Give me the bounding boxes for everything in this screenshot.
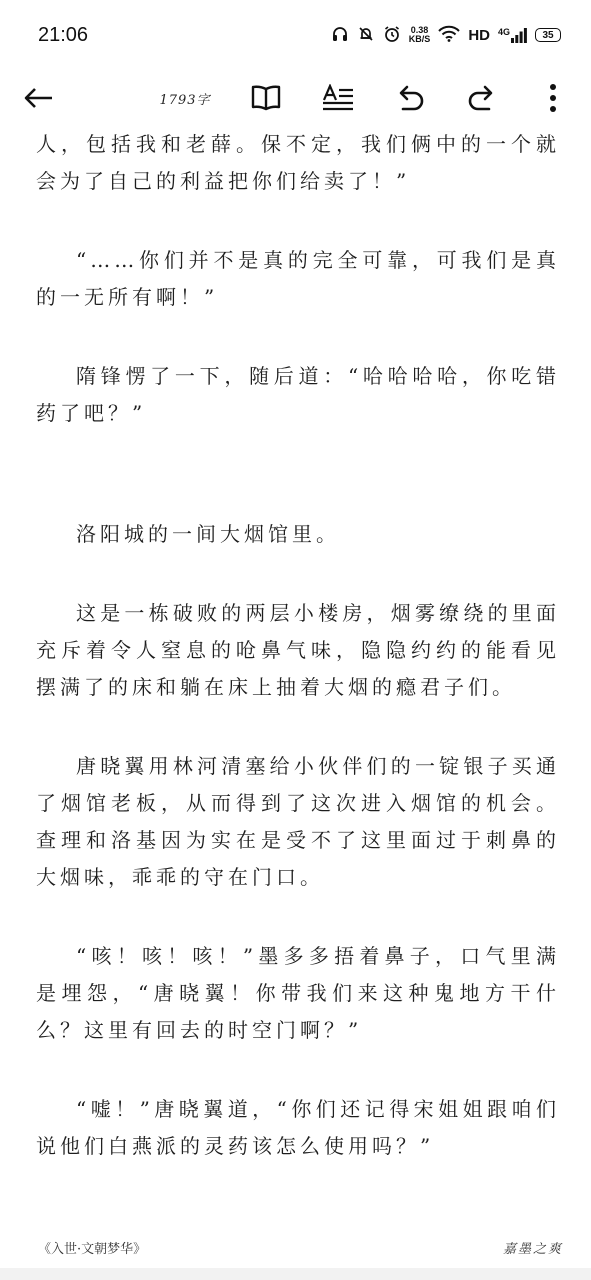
- book-title: 《入世·文朝梦华》: [38, 1241, 147, 1257]
- signal-type: 4G: [497, 27, 510, 37]
- redo-button[interactable]: [462, 70, 502, 126]
- reader-toolbar: [0, 70, 591, 126]
- text-format-button[interactable]: [318, 70, 358, 126]
- paragraph: 隋锋愣了一下，随后道：“哈哈哈哈，你吃错药了吧？”: [36, 364, 560, 425]
- paragraph: 洛阳城的一间大烟馆里。: [76, 522, 340, 546]
- battery-icon: [535, 28, 561, 42]
- status-bar: [0, 0, 591, 70]
- hd-indicator: HD: [468, 26, 490, 44]
- bottom-bar: [0, 1268, 591, 1280]
- undo-button[interactable]: [390, 70, 430, 126]
- page-footer: [0, 1232, 591, 1262]
- author-name: 嘉墨之爽: [502, 1241, 563, 1257]
- back-button[interactable]: [18, 70, 58, 126]
- battery-level: 35: [542, 29, 554, 41]
- word-count: 1793字: [159, 92, 211, 108]
- more-vertical-icon: [549, 83, 557, 113]
- open-book-icon: [250, 84, 282, 112]
- reading-content: [36, 126, 560, 1207]
- back-arrow-icon: [22, 86, 54, 110]
- network-speed-unit: KB/S: [408, 34, 431, 44]
- more-options-button[interactable]: [538, 70, 568, 126]
- status-time: 21:06: [38, 23, 89, 46]
- word-count-label: [150, 70, 220, 126]
- wifi-icon: [438, 25, 460, 45]
- text-format-icon: [321, 84, 355, 112]
- signal-icon: [498, 27, 527, 43]
- network-speed-value: 0.38: [410, 25, 429, 35]
- paragraph: 唐晓翼用林河清塞给小伙伴们的一锭银子买通了烟馆老板，从而得到了这次进入烟馆的机会。查理和洛基因为实在是受不了这里面过于刺鼻的大烟味，乖乖的守在门口。: [36, 754, 560, 889]
- paragraph: “……你们并不是真的完全可靠，可我们是真的一无所有啊！”: [36, 248, 560, 309]
- undo-icon: [394, 84, 426, 112]
- paragraph: 这是一栋破败的两层小楼房，烟雾缭绕的里面充斥着令人窒息的呛鼻气味，隐隐约约的能看见摆满了的床和躺在床上抽着大烟的瘾君子们。: [36, 601, 560, 699]
- alarm-icon: [383, 25, 401, 46]
- status-icons: [331, 25, 561, 46]
- book-button[interactable]: [246, 70, 286, 126]
- redo-icon: [466, 84, 498, 112]
- paragraph: “嘘！”唐晓翼道，“你们还记得宋姐姐跟咱们说他们白燕派的灵药该怎么使用吗？”: [36, 1097, 560, 1158]
- headphones-icon: [331, 25, 349, 46]
- paragraph: 人，包括我和老薛。保不定，我们俩中的一个就会为了自己的利益把你们给卖了！”: [36, 132, 560, 193]
- network-speed: [409, 26, 431, 44]
- mute-bell-icon: [357, 25, 375, 46]
- paragraph: “咳！咳！咳！”墨多多捂着鼻子，口气里满是埋怨，“唐晓翼！你带我们来这种鬼地方干什么？这里有回去的时空门啊？”: [36, 944, 560, 1042]
